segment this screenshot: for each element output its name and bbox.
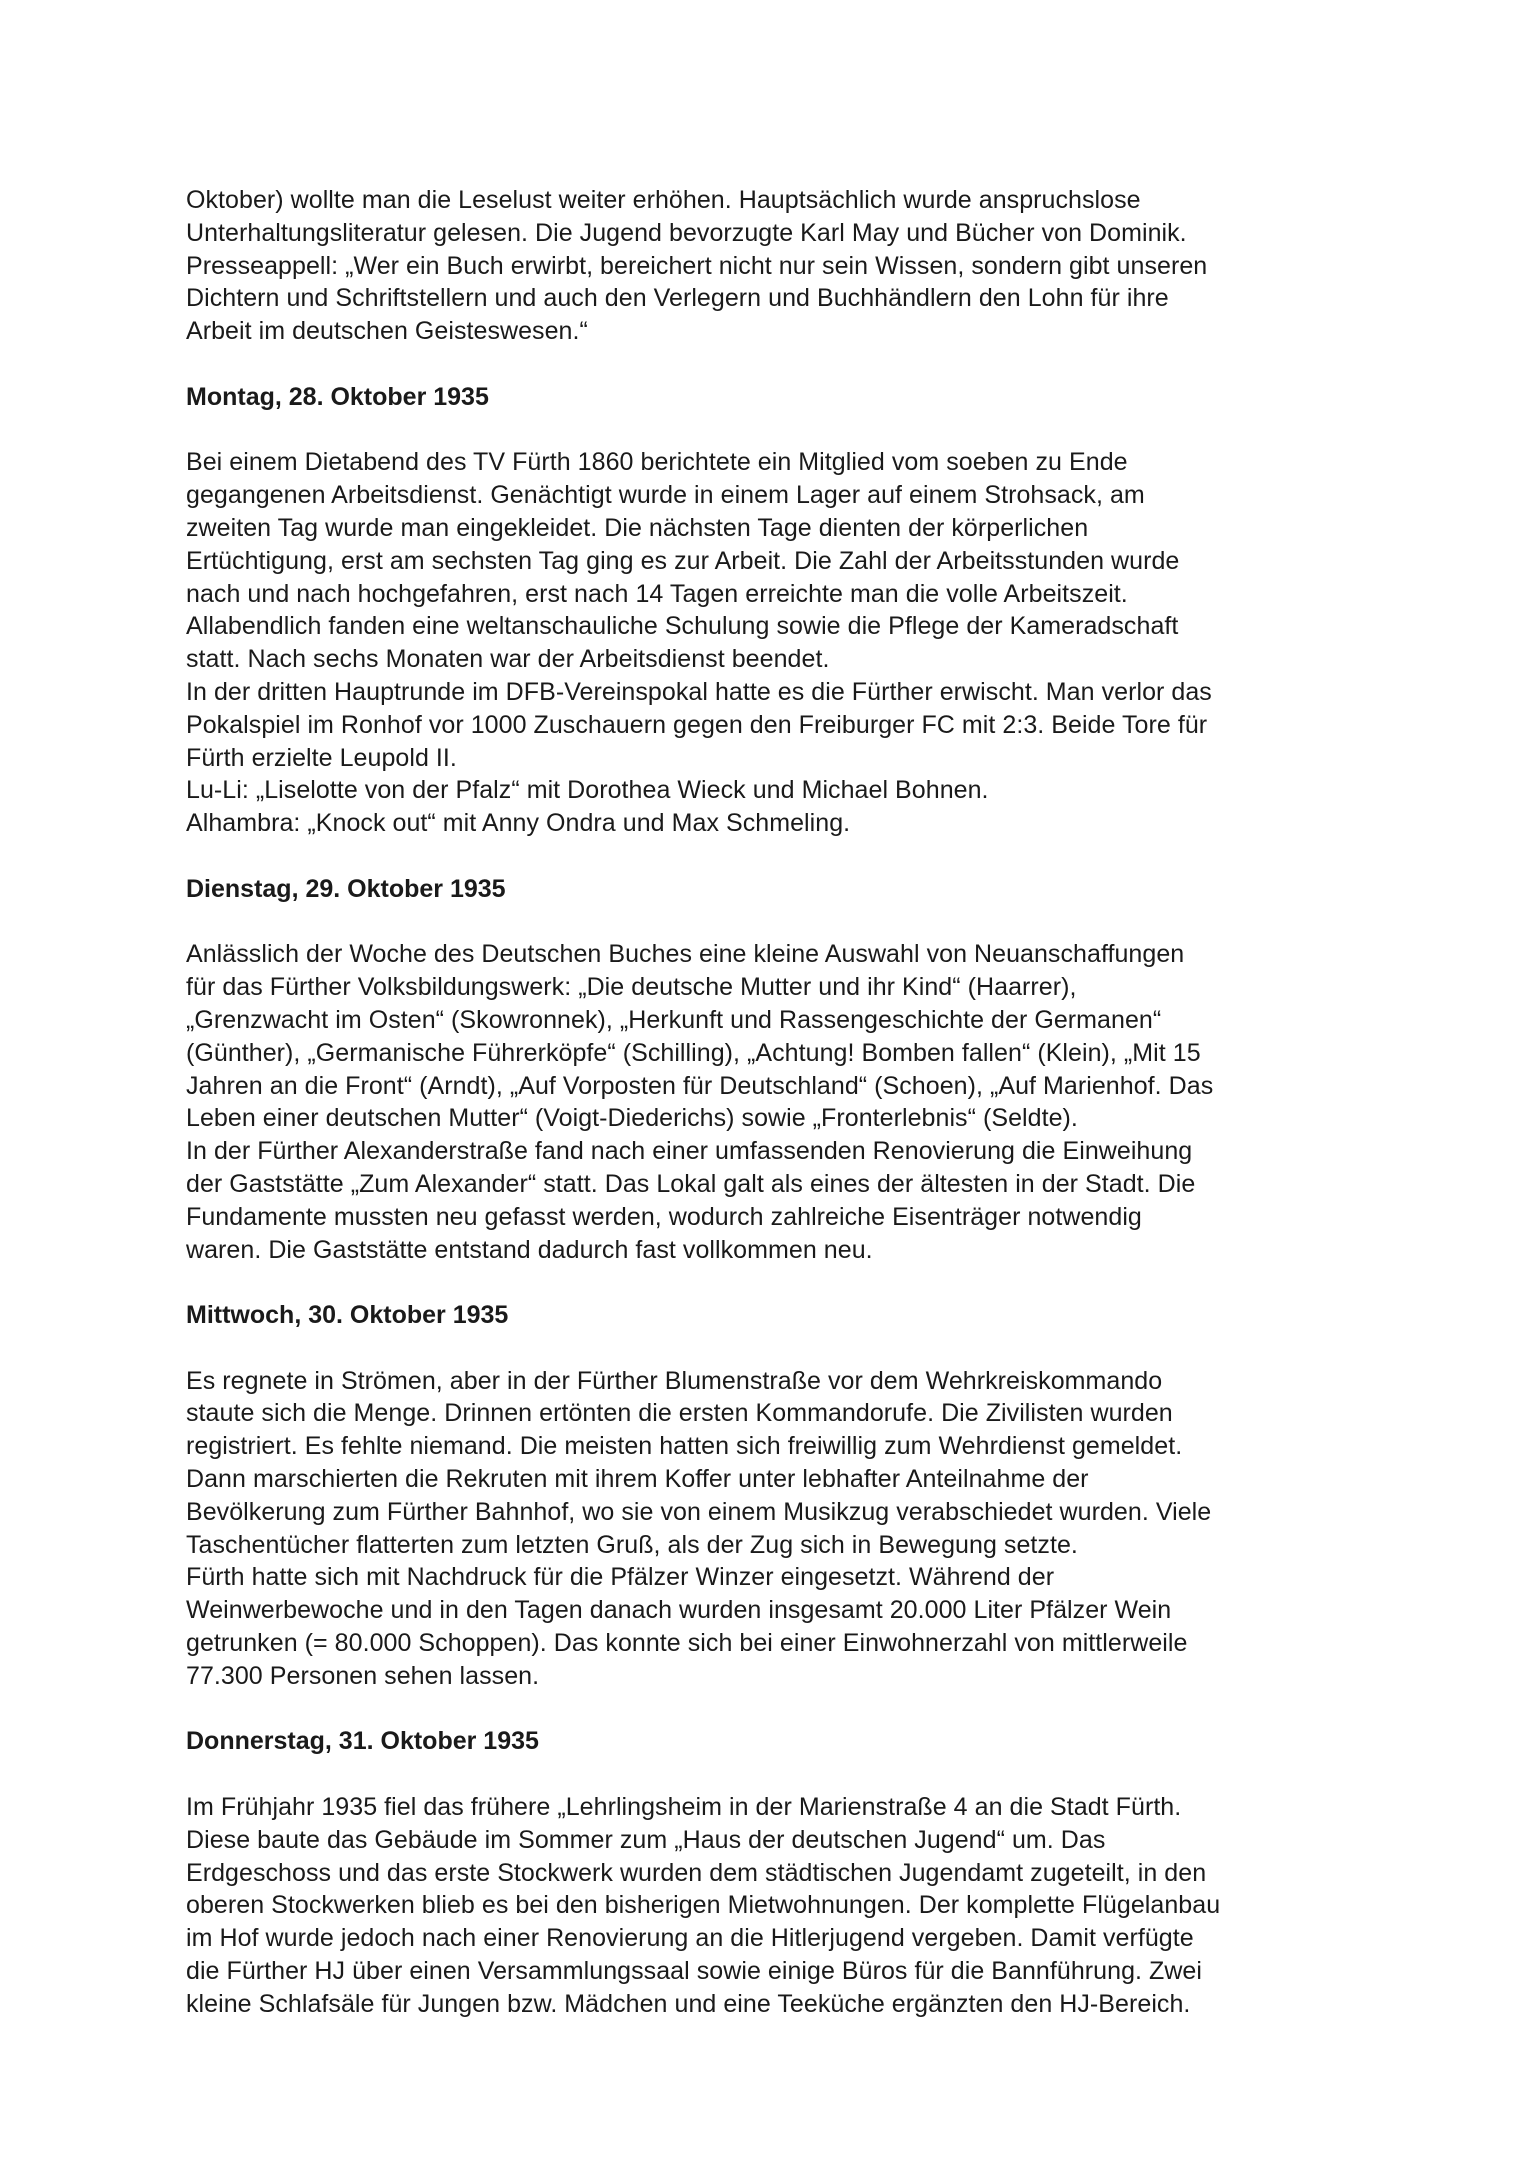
text-line: Alhambra: „Knock out“ mit Anny Ondra und Max Schmeling. <box>186 809 851 838</box>
text-line: Weinwerbewoche und in den Tagen danach wurden insgesamt 20.000 Liter Pfälzer Wein <box>186 1596 1172 1625</box>
text-line: Jahren an die Front“ (Arndt), „Auf Vorposten für Deutschland“ (Schoen), „Auf Marienhof. Das <box>186 1071 1214 1100</box>
text-line: die Fürther HJ über einen Versammlungssaal sowie einige Büros für die Bannführung. Zwei <box>186 1957 1202 1986</box>
text-line: 77.300 Personen sehen lassen. <box>186 1661 540 1690</box>
text-line: für das Fürther Volksbildungswerk: „Die deutsche Mutter und ihr Kind“ (Haarrer), <box>186 973 1077 1002</box>
text-line: der Gaststätte „Zum Alexander“ statt. Das Lokal galt als eines der ältesten in der Stadt. Die <box>186 1169 1196 1198</box>
text-line: Anlässlich der Woche des Deutschen Buches eine kleine Auswahl von Neuanschaffungen <box>186 940 1185 969</box>
text-line: Dichtern und Schriftstellern und auch den Verlegern und Buchhändlern den Lohn für ihre <box>186 284 1169 313</box>
text-line: waren. Die Gaststätte entstand dadurch fast vollkommen neu. <box>186 1235 873 1264</box>
text-line: kleine Schlafsäle für Jungen bzw. Mädchen und eine Teeküche ergänzten den HJ-Bereich. <box>186 1989 1191 2018</box>
text-line: Fundamente mussten neu gefasst werden, wodurch zahlreiche Eisenträger notwendig <box>186 1202 1142 1231</box>
entry-date-heading: Mittwoch, 30. Oktober 1935 <box>186 1301 509 1330</box>
text-line: Oktober) wollte man die Leselust weiter erhöhen. Hauptsächlich wurde anspruchslose <box>186 186 1141 214</box>
text-line: Presseappell: „Wer ein Buch erwirbt, bereichert nicht nur sein Wissen, sondern gibt unseren <box>186 251 1208 280</box>
text-line: statt. Nach sechs Monaten war der Arbeitsdienst beendet. <box>186 645 830 674</box>
text-line: Es regnete in Strömen, aber in der Fürther Blumenstraße vor dem Wehrkreiskommando <box>186 1366 1163 1395</box>
text-line: zweiten Tag wurde man eingekleidet. Die nächsten Tage dienten der körperlichen <box>186 513 1089 542</box>
entry-paragraph <box>186 938 1386 1266</box>
entry-paragraph <box>186 1365 1386 1693</box>
text-line: Dann marschierten die Rekruten mit ihrem Koffer unter lebhafter Anteilnahme der <box>186 1465 1089 1494</box>
text-line: Erdgeschoss und das erste Stockwerk wurden dem städtischen Jugendamt zugeteilt, in den <box>186 1858 1207 1887</box>
entry-paragraph <box>186 1791 1386 2021</box>
text-line: Unterhaltungsliteratur gelesen. Die Jugend bevorzugte Karl May und Bücher von Dominik. <box>186 218 1187 247</box>
text-line: Fürth hatte sich mit Nachdruck für die Pfälzer Winzer eingesetzt. Während der <box>186 1563 1055 1592</box>
entry-paragraph <box>186 446 1386 840</box>
text-line: In der dritten Hauptrunde im DFB-Vereinspokal hatte es die Fürther erwischt. Man verlor das <box>186 677 1212 706</box>
text-line: Ertüchtigung, erst am sechsten Tag ging es zur Arbeit. Die Zahl der Arbeitsstunden wurde <box>186 546 1180 575</box>
text-line: „Grenzwacht im Osten“ (Skowronnek), „Herkunft und Rassengeschichte der Germanen“ <box>186 1005 1162 1034</box>
text-line: registriert. Es fehlte niemand. Die meisten hatten sich freiwillig zum Wehrdienst gemeldet. <box>186 1432 1183 1461</box>
text-line: Allabendlich fanden eine weltanschauliche Schulung sowie die Pflege der Kameradschaft <box>186 612 1179 641</box>
text-line: Arbeit im deutschen Geisteswesen.“ <box>186 317 588 346</box>
text-line: im Hof wurde jedoch nach einer Renovierung an die Hitlerjugend vergeben. Damit verfügte <box>186 1924 1194 1953</box>
text-line: Fürth erzielte Leupold II. <box>186 743 457 772</box>
entry-date-heading: Donnerstag, 31. Oktober 1935 <box>186 1727 539 1756</box>
text-line: Diese baute das Gebäude im Sommer zum „Haus der deutschen Jugend“ um. Das <box>186 1825 1106 1854</box>
text-line: getrunken (= 80.000 Schoppen). Das konnte sich bei einer Einwohnerzahl von mittlerweile <box>186 1629 1188 1658</box>
text-line: Bei einem Dietabend des TV Fürth 1860 berichtete ein Mitglied vom soeben zu Ende <box>186 448 1128 477</box>
text-line: Pokalspiel im Ronhof vor 1000 Zuschauern gegen den Freiburger FC mit 2:3. Beide Tore für <box>186 710 1208 739</box>
entry-date-heading: Dienstag, 29. Oktober 1935 <box>186 874 506 903</box>
text-line: Lu-Li: „Liselotte von der Pfalz“ mit Dorothea Wieck und Michael Bohnen. <box>186 776 989 805</box>
entry-date-heading: Montag, 28. Oktober 1935 <box>186 382 489 411</box>
text-line: (Günther), „Germanische Führerköpfe“ (Schilling), „Achtung! Bomben fallen“ (Klein), „Mit 15 <box>186 1038 1201 1067</box>
text-line: In der Fürther Alexanderstraße fand nach einer umfassenden Renovierung die Einweihung <box>186 1137 1193 1166</box>
text-line: Taschentücher flatterten zum letzten Gruß, als der Zug sich in Bewegung setzte. <box>186 1530 1078 1559</box>
text-line: staute sich die Menge. Drinnen ertönten die ersten Kommandorufe. Die Zivilisten wurden <box>186 1399 1173 1428</box>
text-line: Leben einer deutschen Mutter“ (Voigt-Diederichs) sowie „Fronterlebnis“ (Seldte). <box>186 1104 1078 1133</box>
text-line: Bevölkerung zum Fürther Bahnhof, wo sie von einem Musikzug verabschiedet wurden. Viele <box>186 1497 1212 1526</box>
text-line: oberen Stockwerken blieb es bei den bisherigen Mietwohnungen. Der komplette Flügelanbau <box>186 1891 1221 1920</box>
text-line: gegangenen Arbeitsdienst. Genächtigt wurde in einem Lager auf einem Strohsack, am <box>186 481 1145 510</box>
document-page <box>186 184 1386 2021</box>
text-line: Im Frühjahr 1935 fiel das frühere „Lehrlingsheim in der Marienstraße 4 an die Stadt Fürth. <box>186 1793 1182 1822</box>
intro-paragraph <box>186 184 1386 348</box>
text-line: nach und nach hochgefahren, erst nach 14 Tagen erreichte man die volle Arbeitszeit. <box>186 579 1128 608</box>
